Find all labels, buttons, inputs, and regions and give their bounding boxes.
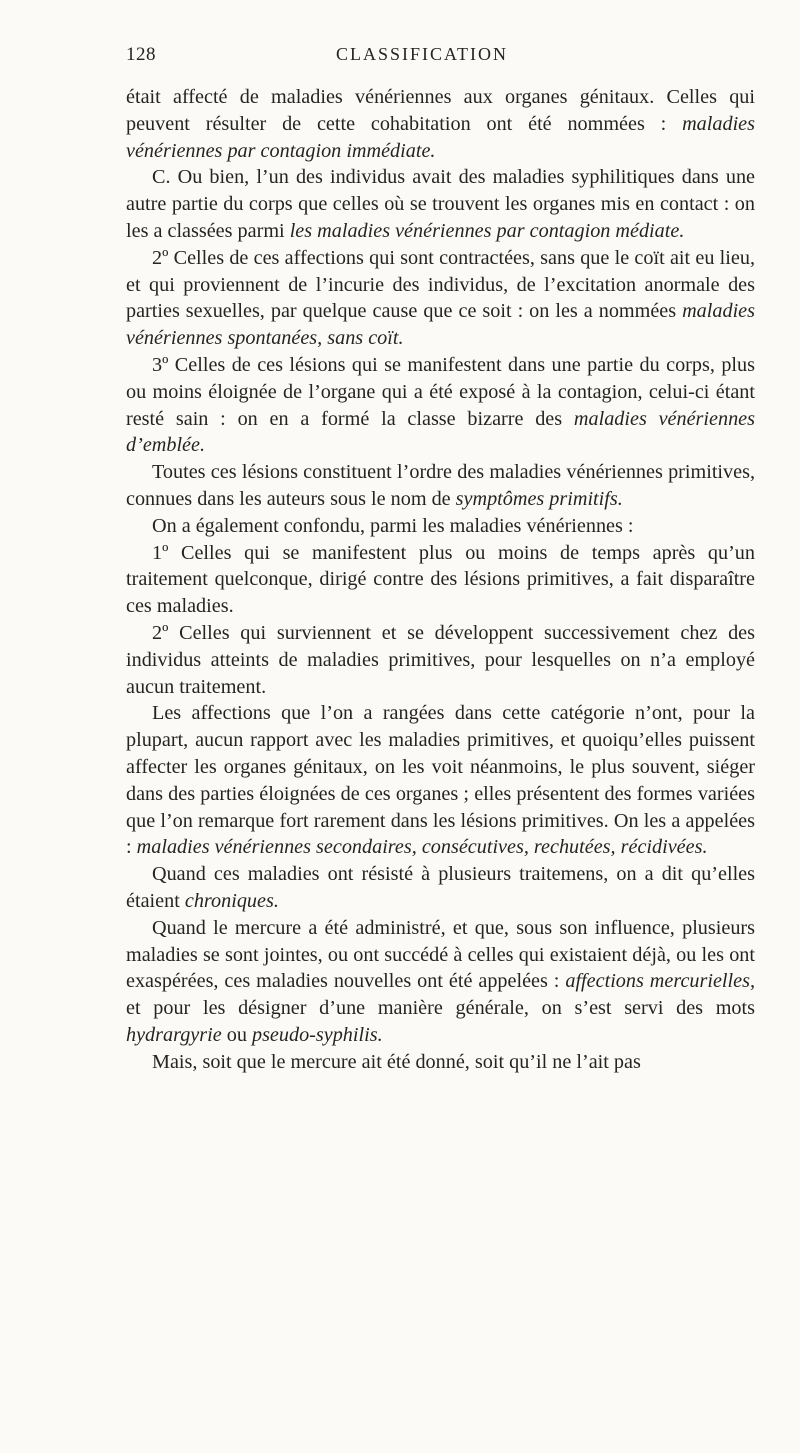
text-run: Quand ces maladies ont résisté à plusieurs traitemens, on a dit qu’elles étaient xyxy=(126,863,755,912)
italic-run: pseudo-syphilis. xyxy=(251,1023,383,1046)
text-run: Les affections que l’on a rangées dans cette catégorie n’ont, pour la plupart, aucun rapport avec les maladies primitives, et quoiqu’elles puissent affecter les organes génitaux, on les voit néanmoins, le plus souvent, siéger dans des parties éloignées de ces organes ; elles présentent des formes variées que l’on remarque fort rarement dans les lésions primitives. On les a appelées : xyxy=(126,702,755,859)
text-run: 1º Celles qui se manifestent plus ou moins de temps après qu’un traitement quelconque, dirigé contre des lésions primitives, a fait disparaître ces maladies. xyxy=(126,541,755,618)
text-run: Toutes ces lésions constituent l’ordre des maladies vénériennes primitives, connues dans les auteurs sous le nom de xyxy=(126,461,755,510)
paragraph xyxy=(126,861,755,915)
paragraph xyxy=(126,700,755,861)
paragraph xyxy=(126,915,755,1049)
italic-run: chroniques. xyxy=(184,889,279,912)
italic-run: maladies vénériennes par contagion immédiate. xyxy=(126,112,755,162)
body-text xyxy=(126,84,755,1075)
page-number: 128 xyxy=(126,44,156,65)
italic-run: maladies vénériennes spontanées, sans coït. xyxy=(126,300,755,350)
text-run: Quand le mercure a été administré, et que, sous son influence, plusieurs maladies se sont jointes, ou ont succédé à celles qui existaient déjà, ou les ont exaspérées, ces maladies nouvelles ont été appelées : xyxy=(126,916,755,993)
text-run: C. Ou bien, l’un des individus avait des maladies syphilitiques dans une autre partie du corps que celles où se trouvent les organes mis en contact : on les a classées parmi xyxy=(126,166,755,242)
paragraph xyxy=(126,352,755,459)
page-header xyxy=(126,44,754,70)
paragraph xyxy=(126,540,755,620)
text-run: était affecté de maladies vénériennes aux organes génitaux. Celles qui peuvent résulter de cette cohabitation ont été nommées : xyxy=(126,86,755,135)
text-run: 2º Celles de ces affections qui sont contractées, sans que le coït ait eu lieu, et qui proviennent de l’incurie des individus, de l’excitation anormale des parties sexuelles, par quelque cause que ce soit : on les a nommées xyxy=(126,246,755,323)
italic-run: maladies vénériennes secondaires, consécutives, rechutées, récidivées. xyxy=(136,836,708,859)
text-run: On a également confondu, parmi les maladies vénériennes : xyxy=(152,514,634,537)
text-run: 3º Celles de ces lésions qui se manifestent dans une partie du corps, plus ou moins éloignée de l’organe qui a été exposé à la contagion, celui-ci étant resté sain : on en a formé la classe bizarre des xyxy=(126,353,755,430)
paragraph xyxy=(126,459,755,513)
text-run: et pour les désigner d’une manière générale, on s’est servi des mots xyxy=(126,997,755,1020)
text-run: Mais, soit que le mercure ait été donné, soit qu’il ne l’ait pas xyxy=(152,1050,641,1073)
paragraph xyxy=(126,164,755,244)
running-head: CLASSIFICATION xyxy=(336,44,509,64)
paragraph xyxy=(126,1049,755,1076)
text-run: 2º Celles qui surviennent et se développent successivement chez des individus atteints de maladies primitives, pour lesquelles on n’a employé aucun traitement. xyxy=(126,621,755,698)
italic-run: hydrargyrie xyxy=(126,1023,222,1046)
italic-run: les maladies vénériennes par contagion médiate. xyxy=(289,219,685,242)
paragraph xyxy=(126,513,755,540)
italic-run: affections mercurielles, xyxy=(565,970,756,993)
italic-run: maladies vénériennes d’emblée. xyxy=(126,407,755,457)
text-run: ou xyxy=(221,1023,252,1046)
paragraph xyxy=(126,620,755,700)
paragraph xyxy=(126,84,755,164)
paragraph xyxy=(126,245,755,352)
italic-run: symptômes primitifs. xyxy=(455,487,623,510)
